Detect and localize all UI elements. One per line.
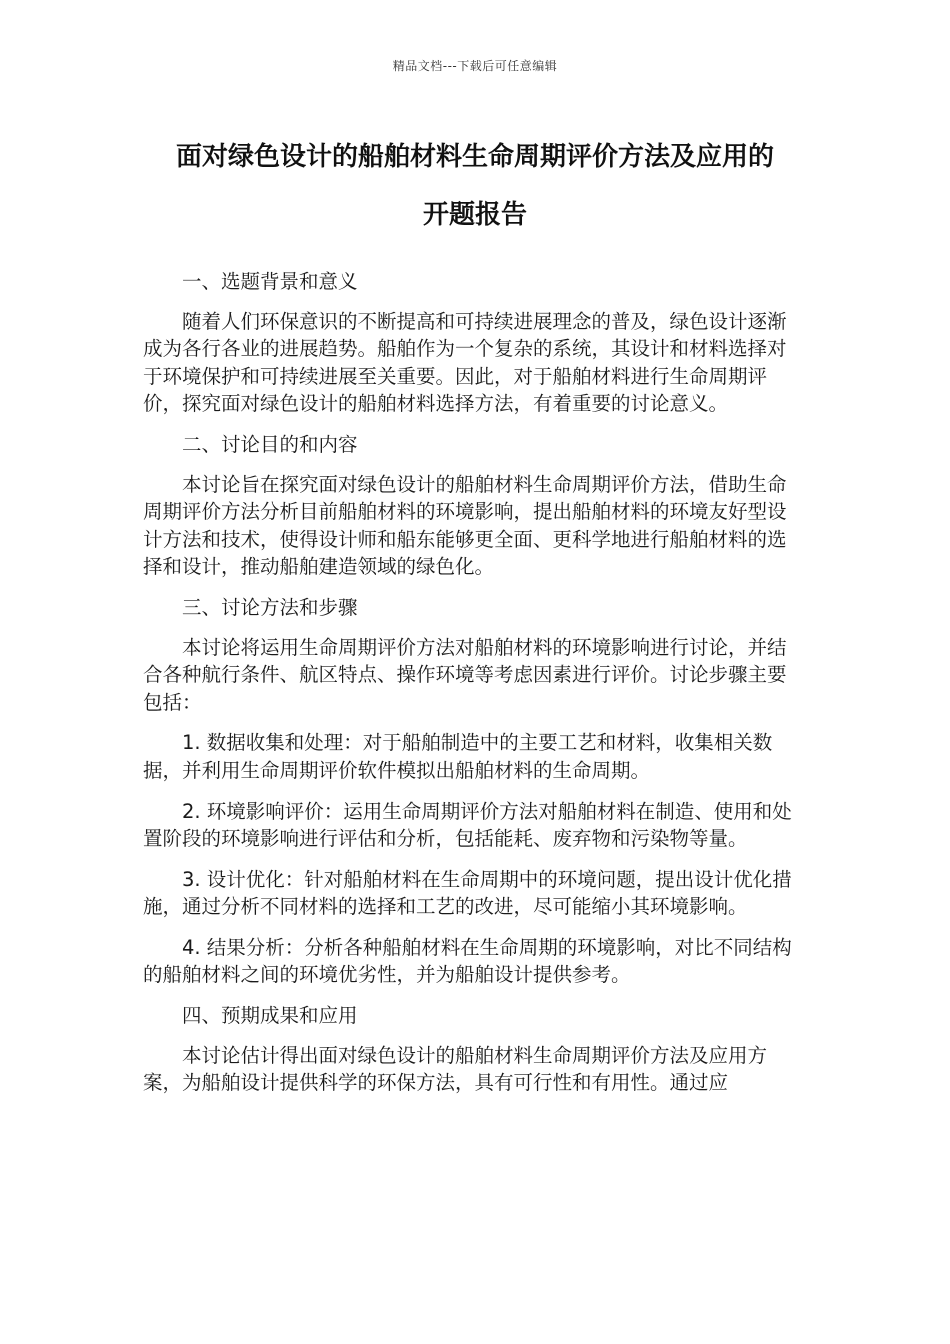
section-4-heading: 四、预期成果和应用 [182, 1004, 358, 1028]
section-3-paragraph: 本讨论将运用生命周期评价方法对船舶材料的环境影响进行讨论，并结合各种航行条件、航区特点、操作环境等考虑因素进行评价。讨论步骤主要包括： [143, 635, 787, 714]
step-item-3: 3. 设计优化：针对船舶材料在生命周期中的环境问题，提出设计优化措施，通过分析不同材料的选择和工艺的改进，尽可能缩小其环境影响。 [143, 867, 792, 919]
step-item-1: 1. 数据收集和处理：对于船舶制造中的主要工艺和材料，收集相关数据，并利用生命周期评价软件模拟出船舶材料的生命周期。 [143, 731, 773, 782]
document-body [143, 268, 803, 1110]
section-2-paragraph: 本讨论旨在探究面对绿色设计的船舶材料生命周期评价方法，借助生命周期评价方法分析目前船舶材料的环境影响，提出船舶材料的环境友好型设计方法和技术，使得设计师和船东能够更全面、更科学地进行船舶材料的选择和设计，推动船舶建造领域的绿色化。 [143, 472, 787, 579]
section-4-paragraph: 本讨论估计得出面对绿色设计的船舶材料生命周期评价方法及应用方案，为船舶设计提供科学的环保方法，具有可行性和有用性。通过应 [143, 1043, 768, 1095]
header-note: 精品文档---下载后可任意编辑 [392, 59, 558, 73]
step-item-4: 4. 结果分析：分析各种船舶材料在生命周期的环境影响，对比不同结构的船舶材料之间的环境优劣性，并为船舶设计提供参考。 [143, 935, 792, 987]
section-1-paragraph: 随着人们环保意识的不断提高和可持续进展理念的普及，绿色设计逐渐成为各行各业的进展趋势。船舶作为一个复杂的系统，其设计和材料选择对于环境保护和可持续进展至关重要。因此，对于船舶材料进行生命周期评价，探究面对绿色设计的船舶材料选择方法，有着重要的讨论意义。 [143, 309, 787, 416]
title-line-1: 面对绿色设计的船舶材料生命周期评价方法及应用的 [175, 142, 774, 172]
section-2-heading: 二、讨论目的和内容 [182, 432, 358, 456]
document-title [100, 128, 850, 244]
title-line-2: 开题报告 [422, 200, 527, 230]
step-item-2: 2. 环境影响评价：运用生命周期评价方法对船舶材料在制造、使用和处置阶段的环境影响进行评估和分析，包括能耗、废弃物和污染物等量。 [143, 799, 792, 851]
section-1-heading: 一、选题背景和意义 [182, 270, 358, 293]
section-3-heading: 三、讨论方法和步骤 [182, 595, 358, 619]
